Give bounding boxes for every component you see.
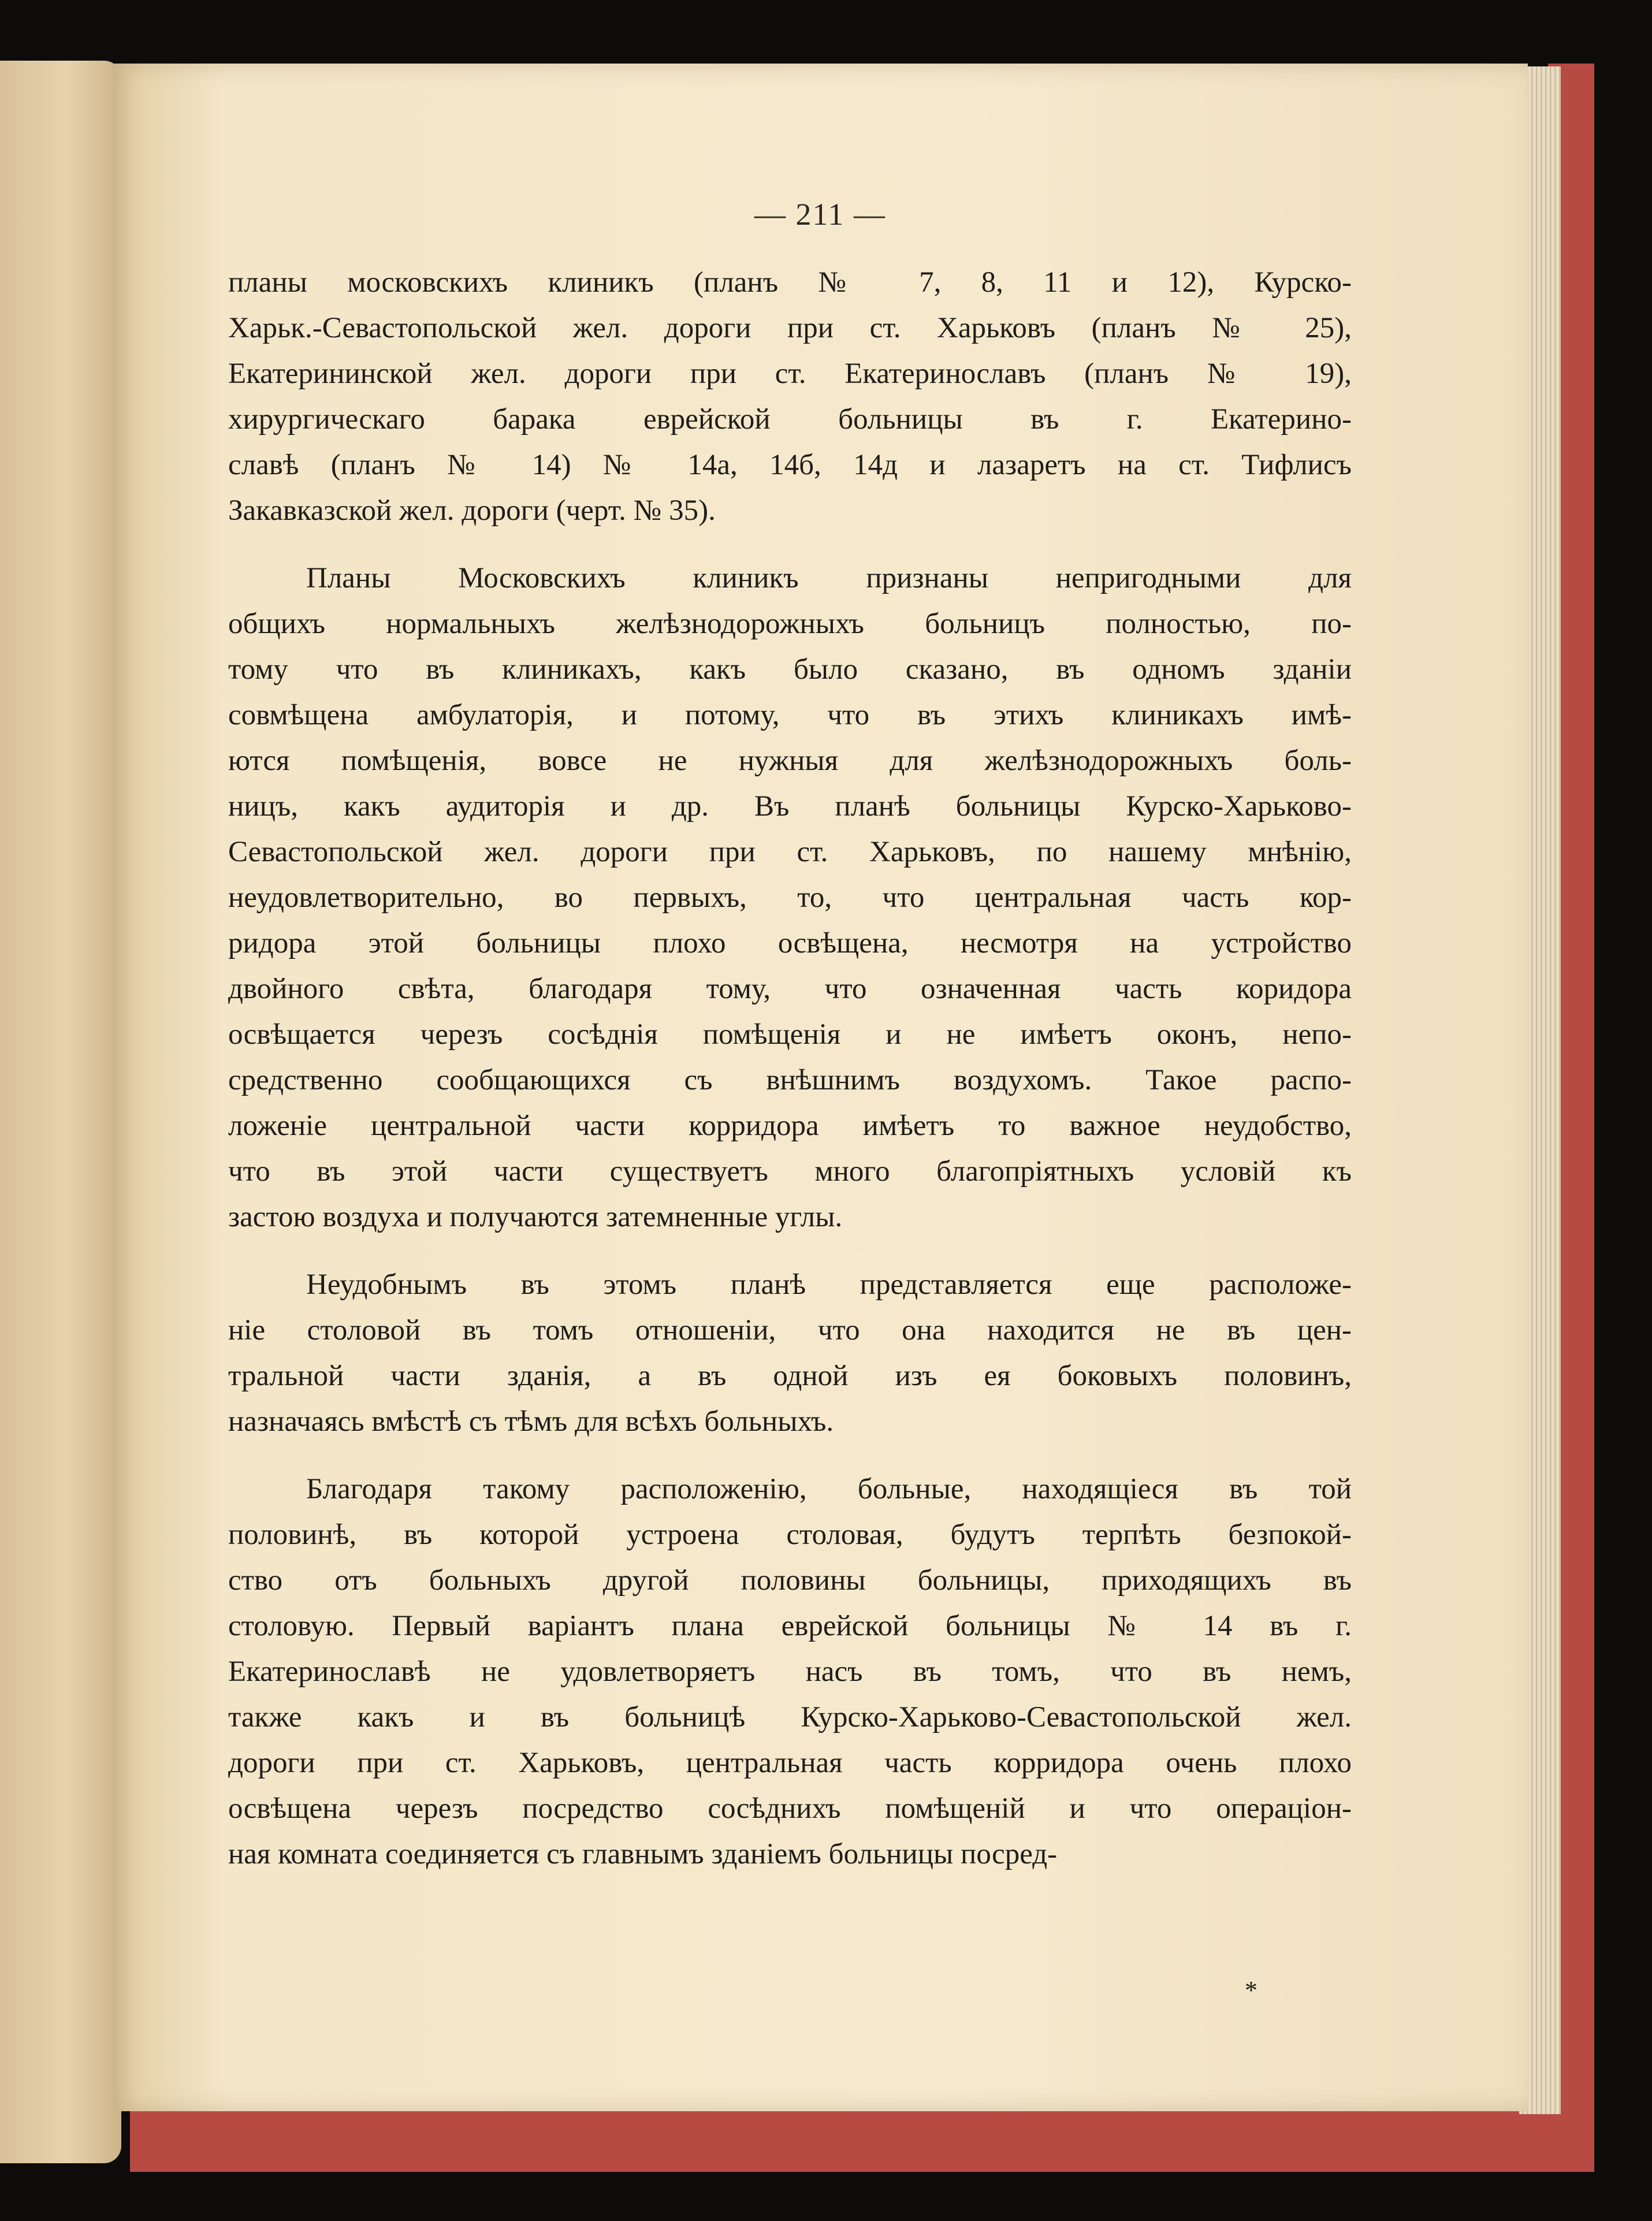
text-line: также какъ и въ больницѣ Курско-Харьково-Севастопольской жел. xyxy=(228,1701,1352,1733)
text-line: славѣ (планъ № 14) № 14а, 14б, 14д и лазаретъ на ст. Тифлисъ xyxy=(228,449,1352,481)
text-line: ство отъ больныхъ другой половины больницы, приходящихъ въ xyxy=(228,1564,1352,1597)
footnote-marker: * xyxy=(1245,1976,1257,2004)
text-line: дороги при ст. Харьковъ, центральная часть корридора очень плохо xyxy=(228,1747,1352,1779)
text-line: планы московскихъ клиникъ (планъ № 7, 8, 11 и 12), Курско- xyxy=(228,266,1352,299)
paragraph-2 xyxy=(228,556,1352,1240)
paragraph-3 xyxy=(228,1262,1352,1445)
text-line: общихъ нормальныхъ желѣзнодорожныхъ больницъ полностью, по- xyxy=(228,608,1352,640)
text-line: тральной части зданія, а въ одной изъ ея боковыхъ половинъ, xyxy=(228,1360,1352,1392)
paragraph-4 xyxy=(228,1467,1352,1877)
paragraph-1 xyxy=(228,260,1352,534)
text-line: что въ этой части существуетъ много благопріятныхъ условій къ xyxy=(228,1155,1352,1188)
text-line: тому что въ клиникахъ, какъ было сказано, въ одномъ зданіи xyxy=(228,653,1352,686)
text-line: ются помѣщенія, вовсе не нужныя для желѣзнодорожныхъ боль- xyxy=(228,745,1352,777)
text-line: ницъ, какъ аудиторія и др. Въ планѣ больницы Курско-Харьково- xyxy=(228,790,1352,823)
page-number: — 211 — xyxy=(754,197,886,232)
text-line: столовую. Первый варіантъ плана еврейской больницы № 14 въ г. xyxy=(228,1610,1352,1642)
text-line: Закавказской жел. дороги (черт. № 35). xyxy=(228,494,716,527)
body-text xyxy=(228,260,1352,1899)
text-line: средственно сообщающихся съ внѣшнимъ воздухомъ. Такое распо- xyxy=(228,1064,1352,1096)
text-line: совмѣщена амбулаторія, и потому, что въ этихъ клиникахъ имѣ- xyxy=(228,699,1352,731)
text-line: половинѣ, въ которой устроена столовая, будутъ терпѣть безпокой- xyxy=(228,1519,1352,1551)
text-line: ложеніе центральной части корридора имѣетъ то важное неудобство, xyxy=(228,1110,1352,1142)
text-line: хирургическаго барака еврейской больницы въ г. Екатерино- xyxy=(228,403,1352,436)
text-line: Неудобнымъ въ этомъ планѣ представляется еще расположе- xyxy=(306,1268,1352,1301)
text-line: неудовлетворительно, во первыхъ, то, что центральная часть кор- xyxy=(228,881,1352,914)
text-line: Планы Московскихъ клиникъ признаны непригодными для xyxy=(306,562,1352,594)
text-line: Екатеринославѣ не удовлетворяетъ насъ въ томъ, что въ немъ, xyxy=(228,1655,1352,1688)
text-line: Екатерининской жел. дороги при ст. Екатеринославъ (планъ № 19), xyxy=(228,358,1352,390)
text-line: освѣщается черезъ сосѣднія помѣщенія и не имѣетъ оконъ, непо- xyxy=(228,1018,1352,1051)
text-line: ридора этой больницы плохо освѣщена, несмотря на устройство xyxy=(228,927,1352,959)
text-line: назначаясь вмѣстѣ съ тѣмъ для всѣхъ больныхъ. xyxy=(228,1405,834,1438)
text-line: Благодаря такому расположенію, больные, находящіеся въ той xyxy=(306,1473,1352,1505)
text-line: двойного свѣта, благодаря тому, что означенная часть коридора xyxy=(228,973,1352,1005)
text-line: застою воздуха и получаются затемненные углы. xyxy=(228,1201,843,1233)
text-line: Харьк.-Севастопольской жел. дороги при ст. Харьковъ (планъ № 25), xyxy=(228,312,1352,344)
book-page xyxy=(113,64,1528,2111)
text-line: освѣщена черезъ посредство сосѣднихъ помѣщеній и что операціон- xyxy=(228,1792,1352,1825)
text-line: ніе столовой въ томъ отношеніи, что она находится не въ цен- xyxy=(228,1314,1352,1346)
text-line: ная комната соединяется съ главнымъ зданіемъ больницы посред- xyxy=(228,1838,1058,1870)
left-page-edge xyxy=(0,61,121,2163)
text-line: Севастопольской жел. дороги при ст. Харьковъ, по нашему мнѣнію, xyxy=(228,836,1352,868)
